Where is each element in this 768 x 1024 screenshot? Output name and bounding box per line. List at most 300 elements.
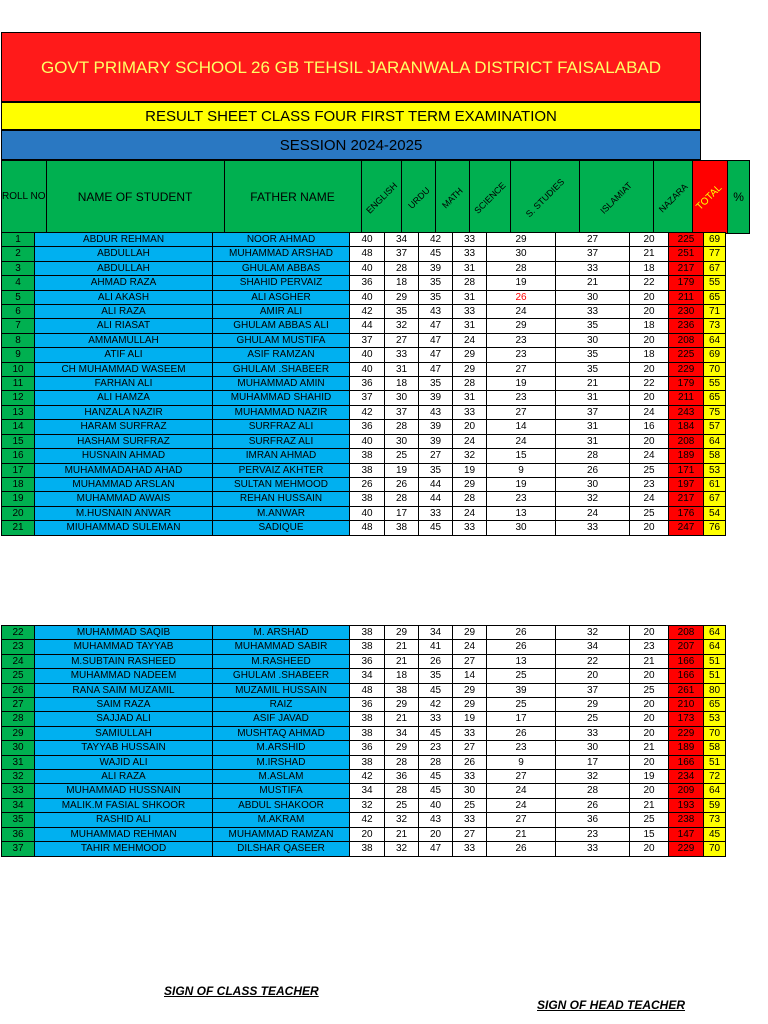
table-row — [2, 698, 726, 712]
math-mark-cell: 20 — [419, 827, 453, 841]
percent-cell: 55 — [704, 377, 726, 391]
nazara-mark-cell: 18 — [630, 261, 669, 275]
islamiat-mark-cell: 26 — [556, 798, 630, 812]
table-row — [2, 683, 726, 697]
percent-cell: 51 — [704, 755, 726, 769]
student-name-cell: MUHAMMAD REHMAN — [35, 827, 213, 841]
math-mark-cell: 41 — [419, 640, 453, 654]
table-row — [2, 362, 726, 376]
social-studies-mark-cell: 30 — [487, 247, 556, 261]
head-teacher-signature-label: SIGN OF HEAD TEACHER — [537, 998, 686, 1012]
math-mark-cell: 27 — [419, 449, 453, 463]
urdu-mark-cell: 38 — [385, 683, 419, 697]
islamiat-mark-cell: 28 — [556, 784, 630, 798]
math-mark-cell: 47 — [419, 362, 453, 376]
percent-cell: 64 — [704, 434, 726, 448]
table-row — [2, 842, 726, 856]
social-studies-mark-cell: 27 — [487, 362, 556, 376]
percent-cell: 67 — [704, 492, 726, 506]
islamiat-mark-cell: 23 — [556, 827, 630, 841]
social-studies-mark-cell: 23 — [487, 492, 556, 506]
student-name-cell: ABDULLAH — [35, 247, 213, 261]
science-mark-cell: 28 — [453, 492, 487, 506]
math-mark-cell: 33 — [419, 506, 453, 520]
column-header-father-name: FATHER NAME — [224, 161, 361, 234]
english-mark-cell: 38 — [350, 449, 385, 463]
social-studies-mark-cell: 9 — [487, 755, 556, 769]
science-mark-cell: 33 — [453, 813, 487, 827]
science-mark-cell: 33 — [453, 842, 487, 856]
urdu-mark-cell: 19 — [385, 463, 419, 477]
table-row — [2, 405, 726, 419]
english-mark-cell: 38 — [350, 726, 385, 740]
nazara-mark-cell: 24 — [630, 405, 669, 419]
total-cell: 230 — [669, 305, 704, 319]
student-name-cell: HANZALA NAZIR — [35, 405, 213, 419]
english-mark-cell: 37 — [350, 333, 385, 347]
percent-cell: 80 — [704, 683, 726, 697]
social-studies-mark-cell: 24 — [487, 798, 556, 812]
percent-cell: 51 — [704, 669, 726, 683]
total-cell: 208 — [669, 333, 704, 347]
total-cell: 217 — [669, 492, 704, 506]
science-mark-cell: 33 — [453, 305, 487, 319]
math-mark-cell: 45 — [419, 770, 453, 784]
english-mark-cell: 36 — [350, 698, 385, 712]
islamiat-mark-cell: 34 — [556, 640, 630, 654]
student-name-cell: CH MUHAMMAD WASEEM — [35, 362, 213, 376]
result-table-part-1 — [1, 232, 726, 536]
social-studies-mark-cell: 19 — [487, 477, 556, 491]
student-name-cell: ABDUR REHMAN — [35, 233, 213, 247]
total-cell: 171 — [669, 463, 704, 477]
student-name-cell: SAMIULLAH — [35, 726, 213, 740]
urdu-mark-cell: 28 — [385, 492, 419, 506]
urdu-mark-cell: 30 — [385, 434, 419, 448]
nazara-mark-cell: 19 — [630, 770, 669, 784]
english-mark-cell: 48 — [350, 683, 385, 697]
islamiat-mark-cell: 31 — [556, 391, 630, 405]
math-mark-cell: 47 — [419, 333, 453, 347]
father-name-cell: GHULAM ABBAS ALI — [213, 319, 350, 333]
column-header-roll-no: ROLL NO — [2, 161, 47, 234]
student-name-cell: RASHID ALI — [35, 813, 213, 827]
social-studies-mark-cell: 24 — [487, 305, 556, 319]
total-cell: 225 — [669, 348, 704, 362]
islamiat-mark-cell: 30 — [556, 477, 630, 491]
urdu-mark-cell: 36 — [385, 770, 419, 784]
student-name-cell: MUHAMMAD NADEEM — [35, 669, 213, 683]
science-mark-cell: 30 — [453, 784, 487, 798]
father-name-cell: GHULAM ABBAS — [213, 261, 350, 275]
math-mark-cell: 47 — [419, 319, 453, 333]
student-name-cell: TAHIR MEHMOOD — [35, 842, 213, 856]
nazara-mark-cell: 20 — [630, 755, 669, 769]
table-row — [2, 741, 726, 755]
table-row — [2, 726, 726, 740]
table-row — [2, 261, 726, 275]
nazara-mark-cell: 24 — [630, 492, 669, 506]
nazara-mark-cell: 18 — [630, 348, 669, 362]
english-mark-cell: 32 — [350, 798, 385, 812]
social-studies-mark-cell: 17 — [487, 712, 556, 726]
column-header-social-studies: S. STUDIES — [511, 161, 580, 234]
social-studies-mark-cell: 27 — [487, 770, 556, 784]
roll-no-cell: 20 — [2, 506, 35, 520]
total-cell: 225 — [669, 233, 704, 247]
science-mark-cell: 33 — [453, 521, 487, 535]
social-studies-mark-cell: 27 — [487, 813, 556, 827]
student-name-cell: ABDULLAH — [35, 261, 213, 275]
father-name-cell: SULTAN MEHMOOD — [213, 477, 350, 491]
column-header-nazara: NAZARA — [654, 161, 693, 234]
math-mark-cell: 35 — [419, 669, 453, 683]
father-name-cell: AMIR ALI — [213, 305, 350, 319]
student-name-cell: MUHAMMAD HUSSNAIN — [35, 784, 213, 798]
islamiat-mark-cell: 17 — [556, 755, 630, 769]
urdu-mark-cell: 29 — [385, 741, 419, 755]
islamiat-mark-cell: 30 — [556, 333, 630, 347]
urdu-mark-cell: 28 — [385, 784, 419, 798]
math-mark-cell: 35 — [419, 463, 453, 477]
father-name-cell: M.ANWAR — [213, 506, 350, 520]
total-cell: 166 — [669, 654, 704, 668]
islamiat-mark-cell: 21 — [556, 377, 630, 391]
column-header-student-name: NAME OF STUDENT — [46, 161, 224, 234]
nazara-mark-cell: 20 — [630, 290, 669, 304]
social-studies-mark-cell: 24 — [487, 434, 556, 448]
percent-cell: 58 — [704, 741, 726, 755]
math-mark-cell: 45 — [419, 784, 453, 798]
urdu-mark-cell: 21 — [385, 654, 419, 668]
roll-no-cell: 36 — [2, 827, 35, 841]
table-row — [2, 492, 726, 506]
english-mark-cell: 42 — [350, 813, 385, 827]
urdu-mark-cell: 21 — [385, 827, 419, 841]
urdu-mark-cell: 34 — [385, 233, 419, 247]
english-mark-cell: 34 — [350, 784, 385, 798]
social-studies-mark-cell: 24 — [487, 784, 556, 798]
roll-no-cell: 4 — [2, 276, 35, 290]
percent-cell: 69 — [704, 348, 726, 362]
percent-cell: 70 — [704, 842, 726, 856]
table-row — [2, 640, 726, 654]
father-name-cell: M.AKRAM — [213, 813, 350, 827]
nazara-mark-cell: 20 — [630, 726, 669, 740]
social-studies-mark-cell: 25 — [487, 698, 556, 712]
table-row — [2, 391, 726, 405]
percent-cell: 70 — [704, 362, 726, 376]
student-name-cell: RANA SAIM MUZAMIL — [35, 683, 213, 697]
science-mark-cell: 19 — [453, 712, 487, 726]
nazara-mark-cell: 22 — [630, 276, 669, 290]
urdu-mark-cell: 30 — [385, 391, 419, 405]
urdu-mark-cell: 21 — [385, 640, 419, 654]
english-mark-cell: 26 — [350, 477, 385, 491]
science-mark-cell: 31 — [453, 319, 487, 333]
social-studies-mark-cell: 39 — [487, 683, 556, 697]
student-name-cell: SAIM RAZA — [35, 698, 213, 712]
percent-cell: 73 — [704, 813, 726, 827]
nazara-mark-cell: 25 — [630, 463, 669, 477]
father-name-cell: REHAN HUSSAIN — [213, 492, 350, 506]
nazara-mark-cell: 20 — [630, 698, 669, 712]
father-name-cell: GHULAM .SHABEER — [213, 362, 350, 376]
islamiat-mark-cell: 29 — [556, 698, 630, 712]
nazara-mark-cell: 20 — [630, 669, 669, 683]
social-studies-mark-cell: 23 — [487, 333, 556, 347]
father-name-cell: DILSHAR QASEER — [213, 842, 350, 856]
english-mark-cell: 38 — [350, 755, 385, 769]
percent-cell: 67 — [704, 261, 726, 275]
student-name-cell: HASHAM SURFRAZ — [35, 434, 213, 448]
islamiat-mark-cell: 25 — [556, 712, 630, 726]
roll-no-cell: 24 — [2, 654, 35, 668]
roll-no-cell: 21 — [2, 521, 35, 535]
science-mark-cell: 29 — [453, 683, 487, 697]
english-mark-cell: 36 — [350, 741, 385, 755]
nazara-mark-cell: 20 — [630, 305, 669, 319]
social-studies-mark-cell: 26 — [487, 640, 556, 654]
table-row — [2, 348, 726, 362]
english-mark-cell: 38 — [350, 712, 385, 726]
math-mark-cell: 39 — [419, 434, 453, 448]
percent-cell: 58 — [704, 449, 726, 463]
math-mark-cell: 44 — [419, 492, 453, 506]
science-mark-cell: 20 — [453, 420, 487, 434]
urdu-mark-cell: 28 — [385, 261, 419, 275]
student-name-cell: ALI RIASAT — [35, 319, 213, 333]
percent-cell: 51 — [704, 654, 726, 668]
father-name-cell: SADIQUE — [213, 521, 350, 535]
percent-cell: 59 — [704, 798, 726, 812]
nazara-mark-cell: 24 — [630, 449, 669, 463]
nazara-mark-cell: 21 — [630, 741, 669, 755]
father-name-cell: ALI ASGHER — [213, 290, 350, 304]
roll-no-cell: 16 — [2, 449, 35, 463]
percent-cell: 69 — [704, 233, 726, 247]
english-mark-cell: 38 — [350, 463, 385, 477]
science-mark-cell: 14 — [453, 669, 487, 683]
roll-no-cell: 37 — [2, 842, 35, 856]
islamiat-mark-cell: 31 — [556, 420, 630, 434]
islamiat-mark-cell: 21 — [556, 276, 630, 290]
roll-no-cell: 5 — [2, 290, 35, 304]
column-header-science: SCIENCE — [470, 161, 511, 234]
student-name-cell: HARAM SURFRAZ — [35, 420, 213, 434]
science-mark-cell: 24 — [453, 506, 487, 520]
percent-cell: 70 — [704, 726, 726, 740]
science-mark-cell: 29 — [453, 698, 487, 712]
english-mark-cell: 34 — [350, 669, 385, 683]
math-mark-cell: 39 — [419, 420, 453, 434]
total-cell: 247 — [669, 521, 704, 535]
science-mark-cell: 25 — [453, 798, 487, 812]
urdu-mark-cell: 29 — [385, 698, 419, 712]
social-studies-mark-cell: 27 — [487, 405, 556, 419]
urdu-mark-cell: 17 — [385, 506, 419, 520]
islamiat-mark-cell: 35 — [556, 348, 630, 362]
math-mark-cell: 43 — [419, 813, 453, 827]
science-mark-cell: 31 — [453, 261, 487, 275]
nazara-mark-cell: 23 — [630, 640, 669, 654]
islamiat-mark-cell: 24 — [556, 506, 630, 520]
student-name-cell: TAYYAB HUSSAIN — [35, 741, 213, 755]
total-cell: 238 — [669, 813, 704, 827]
islamiat-mark-cell: 37 — [556, 683, 630, 697]
table-row — [2, 827, 726, 841]
roll-no-cell: 30 — [2, 741, 35, 755]
nazara-mark-cell: 20 — [630, 362, 669, 376]
urdu-mark-cell: 35 — [385, 305, 419, 319]
percent-cell: 65 — [704, 698, 726, 712]
nazara-mark-cell: 20 — [630, 434, 669, 448]
english-mark-cell: 42 — [350, 770, 385, 784]
math-mark-cell: 40 — [419, 798, 453, 812]
table-row — [2, 420, 726, 434]
english-mark-cell: 40 — [350, 290, 385, 304]
islamiat-mark-cell: 30 — [556, 290, 630, 304]
urdu-mark-cell: 32 — [385, 813, 419, 827]
islamiat-mark-cell: 20 — [556, 669, 630, 683]
student-name-cell: MUHAMMAD SAQIB — [35, 626, 213, 640]
total-cell: 208 — [669, 434, 704, 448]
science-mark-cell: 31 — [453, 290, 487, 304]
nazara-mark-cell: 15 — [630, 827, 669, 841]
islamiat-mark-cell: 31 — [556, 434, 630, 448]
nazara-mark-cell: 21 — [630, 247, 669, 261]
total-cell: 166 — [669, 755, 704, 769]
total-cell: 236 — [669, 319, 704, 333]
social-studies-mark-cell: 30 — [487, 521, 556, 535]
roll-no-cell: 1 — [2, 233, 35, 247]
english-mark-cell: 42 — [350, 305, 385, 319]
table-row — [2, 784, 726, 798]
table-row — [2, 333, 726, 347]
father-name-cell: IMRAN AHMAD — [213, 449, 350, 463]
total-cell: 166 — [669, 669, 704, 683]
father-name-cell: M.RASHEED — [213, 654, 350, 668]
nazara-mark-cell: 25 — [630, 813, 669, 827]
urdu-mark-cell: 29 — [385, 290, 419, 304]
table-row — [2, 449, 726, 463]
math-mark-cell: 35 — [419, 276, 453, 290]
english-mark-cell: 48 — [350, 247, 385, 261]
table-row — [2, 669, 726, 683]
islamiat-mark-cell: 33 — [556, 521, 630, 535]
nazara-mark-cell: 20 — [630, 521, 669, 535]
percent-cell: 72 — [704, 770, 726, 784]
science-mark-cell: 28 — [453, 276, 487, 290]
total-cell: 210 — [669, 698, 704, 712]
urdu-mark-cell: 38 — [385, 521, 419, 535]
table-row — [2, 276, 726, 290]
islamiat-mark-cell: 27 — [556, 233, 630, 247]
islamiat-mark-cell: 32 — [556, 492, 630, 506]
social-studies-mark-cell: 13 — [487, 654, 556, 668]
math-mark-cell: 45 — [419, 726, 453, 740]
english-mark-cell: 40 — [350, 362, 385, 376]
math-mark-cell: 33 — [419, 712, 453, 726]
column-header-english: ENGLISH — [361, 161, 402, 234]
total-cell: 261 — [669, 683, 704, 697]
table-row — [2, 305, 726, 319]
father-name-cell: MUSTIFA — [213, 784, 350, 798]
total-cell: 173 — [669, 712, 704, 726]
urdu-mark-cell: 25 — [385, 798, 419, 812]
math-mark-cell: 39 — [419, 391, 453, 405]
social-studies-mark-cell: 9 — [487, 463, 556, 477]
father-name-cell: MUHAMMAD SHAHID — [213, 391, 350, 405]
science-mark-cell: 33 — [453, 770, 487, 784]
student-name-cell: ALI HAMZA — [35, 391, 213, 405]
total-cell: 243 — [669, 405, 704, 419]
islamiat-mark-cell: 33 — [556, 842, 630, 856]
islamiat-mark-cell: 37 — [556, 405, 630, 419]
total-cell: 229 — [669, 362, 704, 376]
father-name-cell: ABDUL SHAKOOR — [213, 798, 350, 812]
roll-no-cell: 23 — [2, 640, 35, 654]
percent-cell: 64 — [704, 626, 726, 640]
roll-no-cell: 35 — [2, 813, 35, 827]
english-mark-cell: 36 — [350, 420, 385, 434]
result-table-header — [1, 160, 750, 234]
nazara-mark-cell: 21 — [630, 654, 669, 668]
student-name-cell: AMMAMULLAH — [35, 333, 213, 347]
social-studies-mark-cell: 23 — [487, 391, 556, 405]
father-name-cell: M. ARSHAD — [213, 626, 350, 640]
student-name-cell: HUSNAIN AHMAD — [35, 449, 213, 463]
student-name-cell: ALI RAZA — [35, 305, 213, 319]
science-mark-cell: 27 — [453, 654, 487, 668]
english-mark-cell: 38 — [350, 626, 385, 640]
session-title: SESSION 2024-2025 — [1, 130, 701, 160]
roll-no-cell: 13 — [2, 405, 35, 419]
english-mark-cell: 36 — [350, 377, 385, 391]
table-row — [2, 247, 726, 261]
islamiat-mark-cell: 33 — [556, 726, 630, 740]
percent-cell: 54 — [704, 506, 726, 520]
student-name-cell: AHMAD RAZA — [35, 276, 213, 290]
islamiat-mark-cell: 33 — [556, 305, 630, 319]
islamiat-mark-cell: 32 — [556, 626, 630, 640]
science-mark-cell: 27 — [453, 827, 487, 841]
nazara-mark-cell: 23 — [630, 477, 669, 491]
english-mark-cell: 37 — [350, 391, 385, 405]
table-row — [2, 521, 726, 535]
father-name-cell: MUZAMIL HUSSAIN — [213, 683, 350, 697]
social-studies-mark-cell: 13 — [487, 506, 556, 520]
english-mark-cell: 40 — [350, 233, 385, 247]
father-name-cell: RAIZ — [213, 698, 350, 712]
nazara-mark-cell: 22 — [630, 377, 669, 391]
urdu-mark-cell: 18 — [385, 669, 419, 683]
table-row — [2, 626, 726, 640]
math-mark-cell: 42 — [419, 233, 453, 247]
math-mark-cell: 45 — [419, 521, 453, 535]
roll-no-cell: 2 — [2, 247, 35, 261]
nazara-mark-cell: 20 — [630, 626, 669, 640]
nazara-mark-cell: 25 — [630, 506, 669, 520]
english-mark-cell: 40 — [350, 261, 385, 275]
student-name-cell: MUHAMMAD ARSLAN — [35, 477, 213, 491]
roll-no-cell: 18 — [2, 477, 35, 491]
islamiat-mark-cell: 37 — [556, 247, 630, 261]
table-row — [2, 290, 726, 304]
science-mark-cell: 33 — [453, 726, 487, 740]
roll-no-cell: 11 — [2, 377, 35, 391]
social-studies-mark-cell: 23 — [487, 348, 556, 362]
